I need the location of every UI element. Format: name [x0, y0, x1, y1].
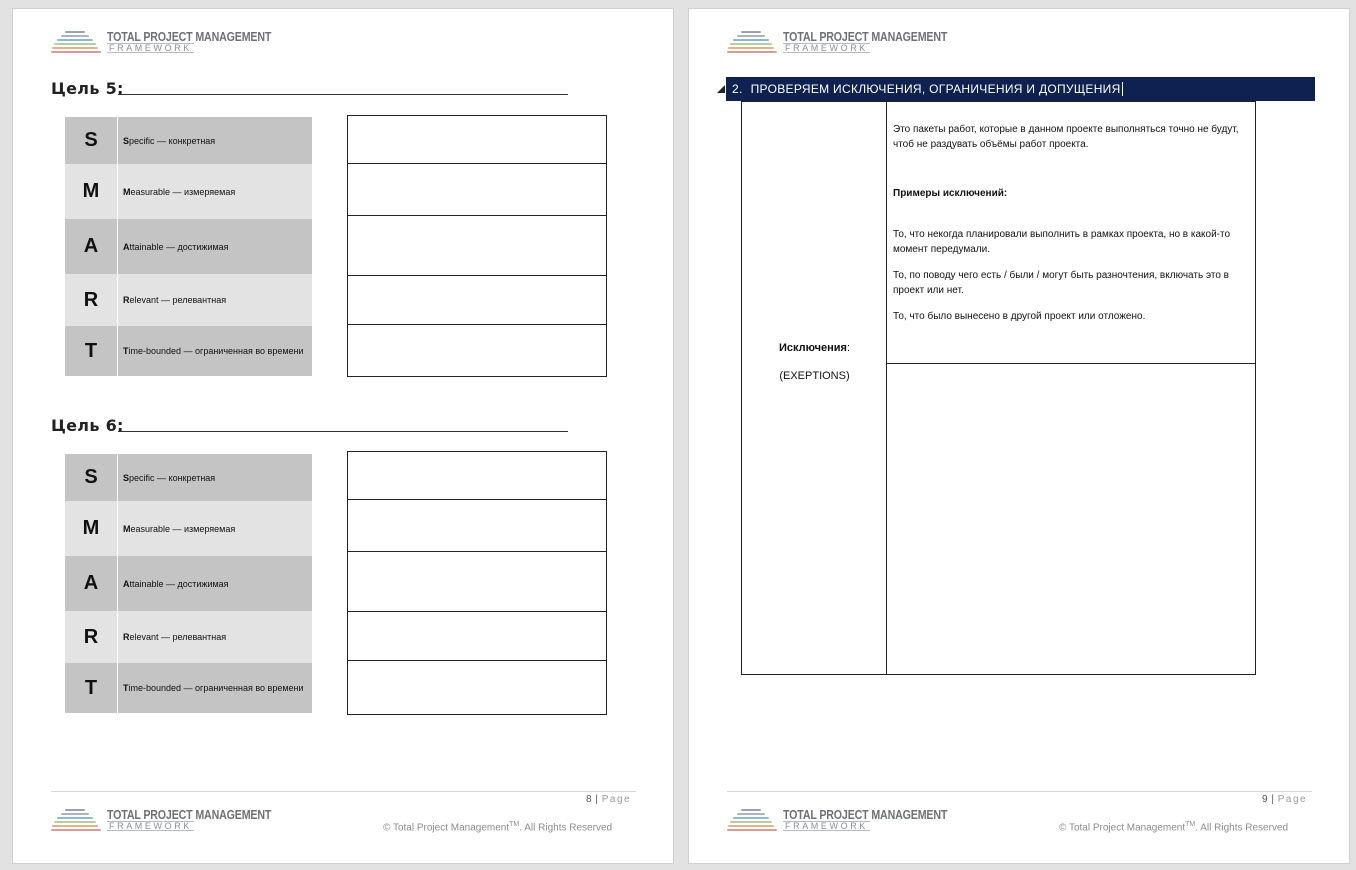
exclusions-table — [741, 101, 1256, 675]
logo-subtitle: FRAMEWORK — [109, 821, 192, 831]
answer-box-t[interactable] — [348, 325, 606, 376]
page-9 — [688, 8, 1350, 864]
footer-logo — [727, 807, 948, 835]
smart-desc: S pecific — конкретная — [118, 454, 312, 501]
logo-title: TOTAL PROJECT MANAGEMENT — [107, 29, 272, 44]
logo-subtitle: FRAMEWORK — [785, 821, 868, 831]
smart-row-t — [65, 663, 312, 713]
footer-rule — [51, 791, 636, 792]
smart-desc: R elevant — релевантная — [118, 274, 312, 326]
answer-boxes-6 — [347, 451, 607, 715]
smart-desc: A ttainable — достижимая — [118, 556, 312, 611]
example-1: То, что некогда планировали выполнить в рамках проекта, но в какой-то момент передумали. — [893, 229, 1231, 255]
smart-desc: T ime-bounded — ограниченная во времени — [118, 326, 312, 376]
answer-box-a[interactable] — [348, 216, 606, 276]
answer-box-t[interactable] — [348, 661, 606, 714]
smart-letter: R — [65, 274, 118, 326]
answer-box-r[interactable] — [348, 612, 606, 661]
smart-desc: S pecific — конкретная — [118, 117, 312, 164]
text-cursor — [1122, 82, 1123, 96]
smart-letter: S — [65, 454, 118, 501]
smart-row-r — [65, 611, 312, 663]
goal-5-heading: Цель 5: — [51, 79, 124, 98]
example-3: То, что было вынесено в другой проект или отложено. — [893, 311, 1146, 322]
logo-subtitle: FRAMEWORK — [109, 43, 192, 53]
smart-graphic-6 — [65, 454, 312, 713]
exclusions-label: Исключения: — [778, 342, 851, 354]
section-title: ПРОВЕРЯЕМ ИСКЛЮЧЕНИЯ, ОГРАНИЧЕНИЯ И ДОПУЩЕНИЯ — [750, 82, 1121, 96]
logo-title: TOTAL PROJECT MANAGEMENT — [783, 807, 948, 822]
smart-desc: T ime-bounded — ограниченная во времени — [118, 663, 312, 713]
exclusions-label-sub: (EXEPTIONS) — [779, 370, 850, 382]
smart-desc: M easurable — измеряемая — [118, 501, 312, 556]
smart-letter: A — [65, 556, 118, 611]
example-2: То, по поводу чего есть / были / могут быть разночтения, включать это в проект или нет. — [893, 270, 1229, 296]
smart-row-m — [65, 501, 312, 556]
logo-bars — [727, 809, 777, 831]
goal-6-line[interactable] — [118, 431, 568, 432]
smart-letter: M — [65, 501, 118, 556]
section-heading[interactable] — [726, 77, 1315, 101]
smart-letter: M — [65, 164, 118, 219]
smart-row-m — [65, 164, 312, 219]
smart-graphic-5 — [65, 117, 312, 376]
copyright: © Total Project Management™. All Rights Reserved — [1059, 821, 1289, 834]
smart-row-a — [65, 219, 312, 274]
smart-letter: R — [65, 611, 118, 663]
smart-row-r — [65, 274, 312, 326]
exclusions-entry-cell[interactable] — [887, 364, 1255, 674]
smart-desc: R elevant — релевантная — [118, 611, 312, 663]
answer-boxes-5 — [347, 115, 607, 377]
collapse-triangle-icon[interactable] — [717, 85, 725, 93]
answer-box-m[interactable] — [348, 164, 606, 216]
smart-letter: A — [65, 219, 118, 274]
answer-box-r[interactable] — [348, 276, 606, 325]
exclusions-description-cell[interactable] — [887, 102, 1255, 364]
logo-bars — [51, 31, 101, 53]
answer-box-s[interactable] — [348, 452, 606, 500]
page-number: 9 | Page — [1262, 794, 1308, 805]
section-number: 2. — [732, 82, 743, 96]
smart-row-s — [65, 454, 312, 501]
footer-rule — [727, 791, 1312, 792]
exclusions-definition: Это пакеты работ, которые в данном проекте выполняться точно не будут, чтоб не раздувать объёмы работ проекта. — [893, 124, 1239, 150]
logo-bars — [727, 31, 777, 53]
page-number: 8 | Page — [586, 794, 632, 805]
smart-desc: M easurable — измеряемая — [118, 164, 312, 219]
logo-title: TOTAL PROJECT MANAGEMENT — [783, 29, 948, 44]
answer-box-m[interactable] — [348, 500, 606, 552]
copyright: © Total Project Management™. All Rights Reserved — [383, 821, 613, 834]
smart-row-t — [65, 326, 312, 376]
smart-row-s — [65, 117, 312, 164]
logo-title: TOTAL PROJECT MANAGEMENT — [107, 807, 272, 822]
smart-letter: T — [65, 326, 118, 376]
header-logo — [51, 29, 272, 57]
smart-desc: A ttainable — достижимая — [118, 219, 312, 274]
logo-bars — [51, 809, 101, 831]
header-logo — [727, 29, 948, 57]
smart-letter: S — [65, 117, 118, 164]
page-8 — [12, 8, 674, 864]
examples-heading: Примеры исключений: — [893, 188, 1008, 199]
answer-box-s[interactable] — [348, 116, 606, 164]
goal-6-heading: Цель 6: — [51, 416, 124, 435]
answer-box-a[interactable] — [348, 552, 606, 612]
logo-subtitle: FRAMEWORK — [785, 43, 868, 53]
smart-row-a — [65, 556, 312, 611]
footer-logo — [51, 807, 272, 835]
exclusions-label-cell[interactable] — [742, 102, 887, 674]
smart-letter: T — [65, 663, 118, 713]
goal-5-line[interactable] — [118, 94, 568, 95]
